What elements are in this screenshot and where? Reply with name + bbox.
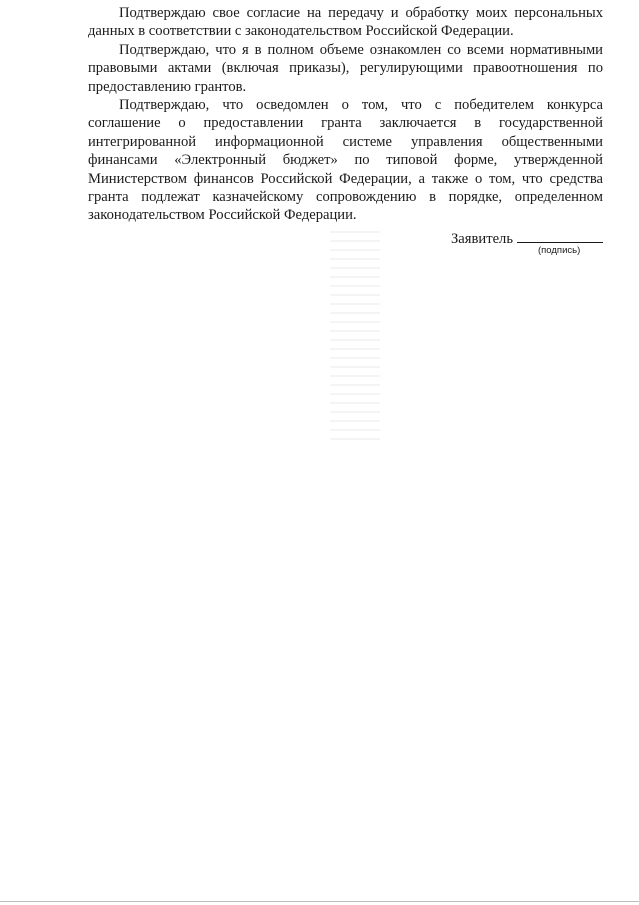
- signature-label: Заявитель: [451, 231, 513, 247]
- paragraph-awareness: Подтверждаю, что осведомлен о том, что с победителем конкурса соглашение о предоставлении гранта заключается в государственной интегрированной информационной системе управления общественными финансами «Электронный бюджет» по типовой форме, утвержденной Министерством финансов Российской Федерации, а также о том, что средства гранта подлежат казначейскому сопровождению в порядке, определенном законодательством Российской Федерации.: [88, 97, 603, 224]
- scan-artifact: [330, 230, 380, 440]
- document-body: [88, 4, 603, 225]
- signature-line: [517, 228, 603, 243]
- paragraph-acquaintance: Подтверждаю, что я в полном объеме ознакомлен со всеми нормативными правовыми актами (включая приказы), регулирующими правоотношения по предоставлению грантов.: [88, 41, 603, 95]
- paragraph-consent: Подтверждаю свое согласие на передачу и обработку моих персональных данных в соответствии с законодательством Российской Федерации.: [88, 5, 603, 40]
- signature-caption: (подпись): [538, 245, 581, 256]
- page-bottom-edge: [0, 901, 639, 902]
